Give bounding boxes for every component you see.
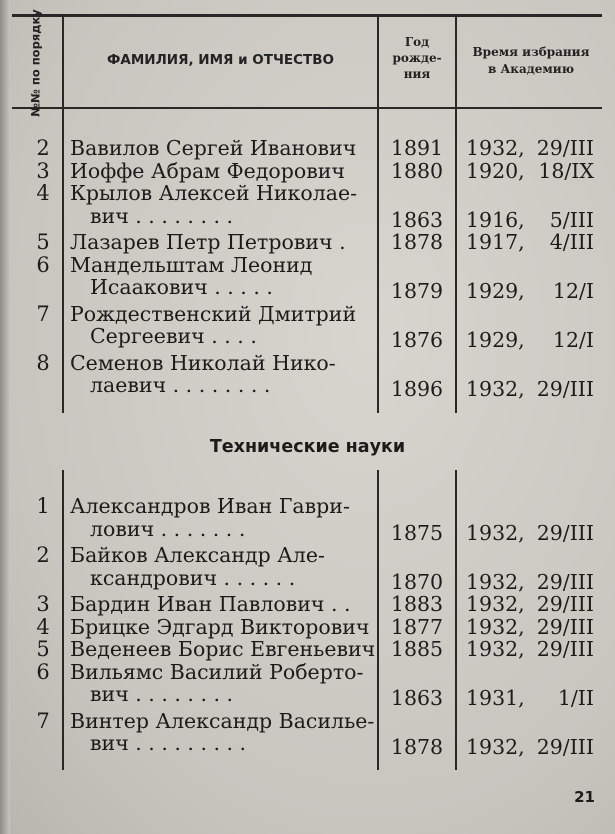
col-divider-year-2 — [455, 470, 457, 770]
election-year: 1931, — [466, 686, 525, 710]
top-rule — [12, 14, 602, 17]
birth-year: 1876 — [390, 328, 444, 352]
header-num: №№ по порядку — [28, 9, 42, 117]
person-name-continuation: вич . . . . . . . . — [90, 682, 234, 706]
person-name: Винтер Александр Васильe- — [70, 708, 375, 733]
birth-year: 1896 — [390, 377, 444, 401]
election-day-month: 29/III — [536, 614, 594, 639]
election-day-month: 29/III — [536, 637, 594, 661]
election-year: 1932, — [466, 637, 525, 661]
person-name: Вавилов Сергей Иванович — [70, 136, 357, 160]
birth-year: 1863 — [390, 686, 444, 710]
header-rule — [12, 107, 602, 109]
row-number: 5 — [36, 230, 50, 254]
page-number: 21 — [574, 788, 595, 806]
col-divider-name-2 — [377, 470, 379, 770]
person-name-continuation: лович . . . . . . . — [90, 516, 246, 541]
birth-year: 1878 — [390, 735, 444, 759]
birth-year: 1883 — [390, 592, 444, 616]
person-name: Байков Александр Але- — [70, 543, 325, 567]
election-day-month: 29/III — [536, 136, 594, 160]
person-name: Семенов Николай Нико- — [70, 350, 336, 375]
election-year: 1932, — [466, 569, 525, 594]
election-year: 1932, — [466, 735, 525, 759]
person-name-continuation: Сергеевич . . . . — [90, 324, 257, 348]
election-day-month: 5/III — [549, 207, 594, 232]
person-name-continuation: ксандрович . . . . . . — [90, 565, 296, 590]
header-year-line-1: Год — [404, 35, 430, 49]
election-day-month: 29/III — [536, 592, 594, 616]
election-year: 1932, — [466, 520, 525, 545]
header-num-cell — [8, 9, 63, 117]
row-number: 8 — [36, 350, 50, 375]
election-day-month: 29/III — [536, 735, 594, 759]
row-number: 4 — [36, 181, 50, 205]
row-number: 6 — [36, 252, 50, 277]
election-day-month: 29/III — [536, 377, 594, 401]
election-year: 1929, — [466, 279, 525, 303]
election-day-month: 1/II — [557, 686, 594, 710]
person-name: Александров Иван Гаври- — [70, 494, 350, 518]
birth-year: 1880 — [390, 158, 444, 183]
election-year: 1932, — [466, 614, 525, 639]
birth-year: 1879 — [390, 279, 444, 303]
row-number: 1 — [36, 494, 50, 518]
person-name-continuation: вич . . . . . . . . . — [90, 731, 247, 755]
header-year — [379, 34, 455, 82]
col-divider-num-2 — [62, 470, 64, 770]
person-name: Иоффе Абрам Федорович — [70, 158, 345, 183]
header-name: ФАМИЛИЯ, ИМЯ и ОТЧЕСТВО — [107, 52, 334, 68]
birth-year: 1877 — [390, 614, 444, 639]
row-number: 4 — [36, 614, 50, 639]
election-year: 1932, — [466, 136, 525, 160]
row-number: 7 — [36, 708, 50, 733]
birth-year: 1878 — [390, 230, 444, 254]
election-year: 1932, — [466, 377, 525, 401]
person-name: Бардин Иван Павлович . . — [70, 592, 351, 616]
birth-year: 1885 — [390, 637, 444, 661]
row-number: 6 — [36, 659, 50, 684]
header-year-line-3: ния — [403, 67, 431, 81]
birth-year: 1891 — [390, 136, 444, 160]
row-number: 7 — [36, 301, 50, 326]
person-name-continuation: лаевич . . . . . . . . — [90, 373, 271, 397]
election-year: 1932, — [466, 592, 525, 616]
birth-year: 1870 — [390, 569, 444, 594]
header-year-line-2: рожде- — [392, 51, 442, 65]
person-name: Крылов Алексей Николае- — [70, 181, 358, 205]
header-elected-line-1: Время избрания — [472, 45, 590, 59]
election-year: 1920, — [466, 158, 525, 183]
row-number: 3 — [36, 592, 50, 616]
person-name: Рождественский Дмитрий — [70, 301, 357, 326]
election-day-month: 18/IX — [538, 158, 594, 183]
row-number: 2 — [36, 136, 50, 160]
election-year: 1916, — [466, 207, 525, 232]
person-name-continuation: вич . . . . . . . . — [90, 203, 234, 228]
row-number: 3 — [36, 158, 50, 183]
birth-year: 1875 — [390, 520, 444, 545]
election-day-month: 12/I — [552, 328, 594, 352]
header-elected-line-2: в Академию — [488, 62, 574, 76]
page-edge-shadow — [0, 0, 10, 834]
person-name: Веденеев Борис Евгеньевич — [70, 637, 376, 661]
person-name: Вильямс Василий Роберто- — [70, 659, 364, 684]
row-number: 5 — [36, 637, 50, 661]
election-day-month: 29/III — [536, 520, 594, 545]
person-name: Брицке Эдгард Викторович — [70, 614, 370, 639]
person-name: Лазарев Петр Петрович . — [70, 230, 346, 254]
election-year: 1917, — [466, 230, 525, 254]
row-number: 2 — [36, 543, 50, 567]
header-elected — [457, 44, 605, 78]
election-year: 1929, — [466, 328, 525, 352]
section-title: Технические науки — [209, 437, 406, 457]
person-name-continuation: Исаакович . . . . . — [90, 275, 273, 299]
election-day-month: 4/III — [549, 230, 594, 254]
birth-year: 1863 — [390, 207, 444, 232]
election-day-month: 12/I — [552, 279, 594, 303]
election-day-month: 29/III — [536, 569, 594, 594]
person-name: Мандельштам Леонид — [70, 252, 313, 277]
